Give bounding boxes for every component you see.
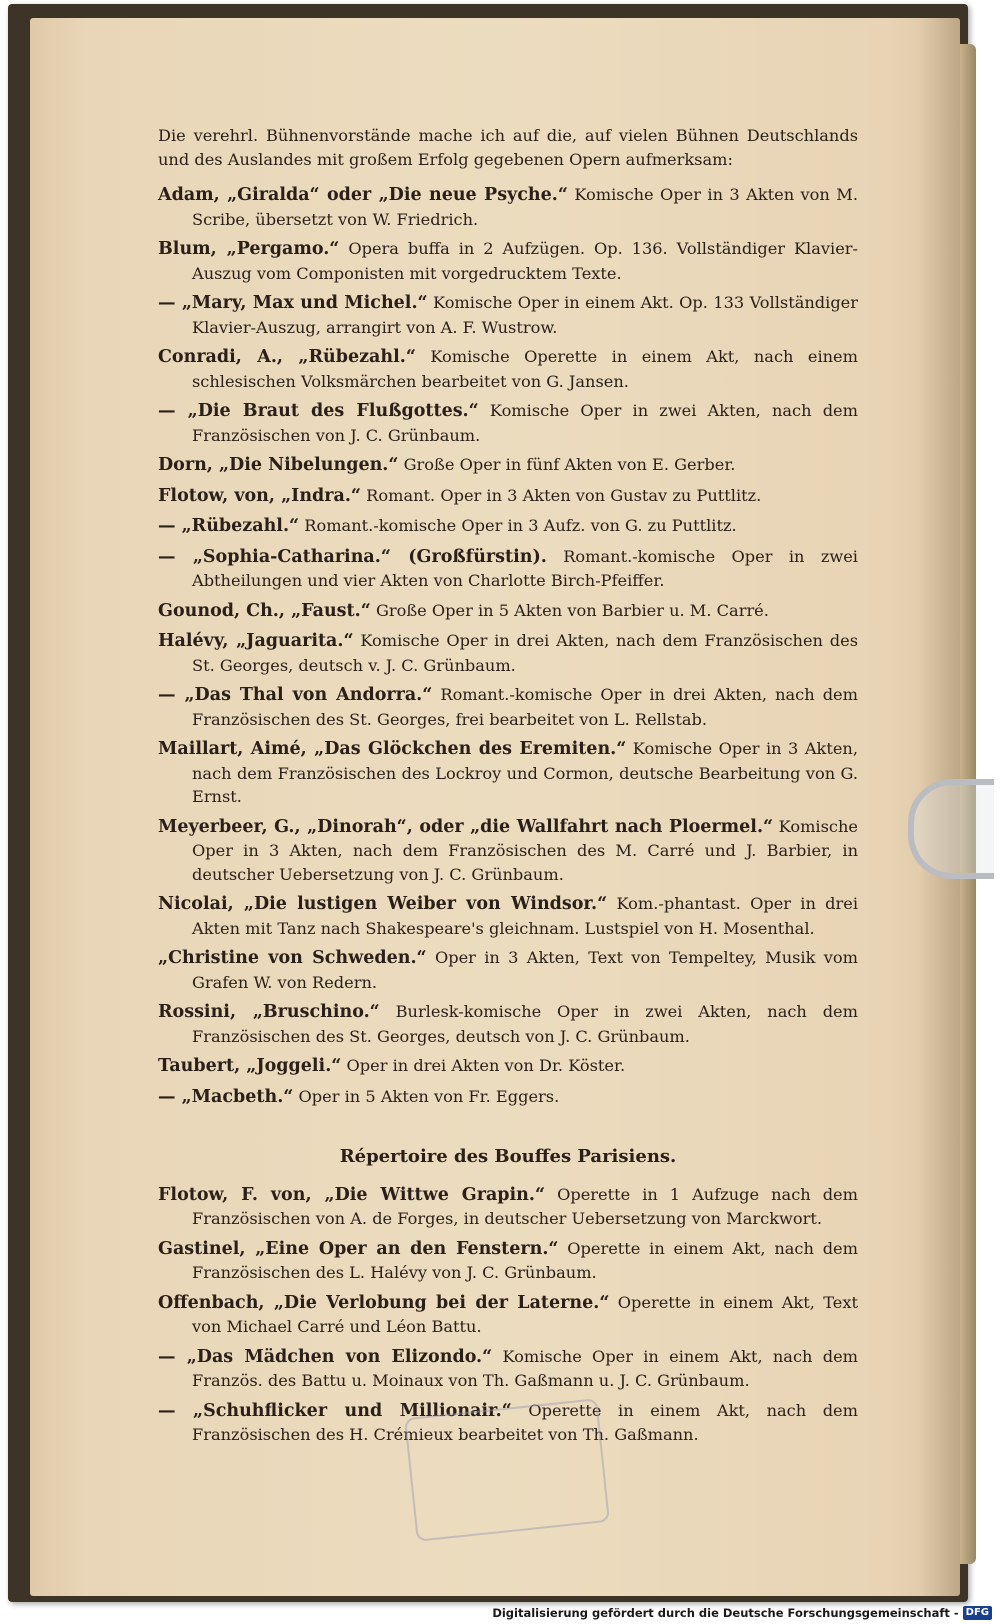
entry-title: — „Sophia-Catharina.“ (Großfürstin). — [158, 546, 547, 567]
entry-title: Blum, „Pergamo.“ — [158, 239, 340, 259]
entry-description: Komische Oper in drei Akten, nach dem Französischen des St. Georges, deutsch v. J. C. Grünbaum. — [192, 631, 858, 675]
entry-description: Romant.-komische Oper in drei Akten, nach dem Französischen des St. Georges, frei bearbeitet von L. Rellstab. — [192, 685, 858, 729]
operetta-entry — [158, 1345, 858, 1393]
entry-description: Oper in drei Akten von Dr. Köster. — [346, 1056, 626, 1075]
opera-entry — [158, 453, 858, 478]
entry-title: Adam, „Giralda“ oder „Die neue Psyche.“ — [158, 185, 568, 205]
opera-entry — [158, 892, 858, 940]
entry-title: — „Das Mädchen von Elizondo.“ — [158, 1346, 493, 1367]
entry-description: Burlesk-komische Oper in zwei Akten, nach dem Französischen des St. Georges, deutsch von J. C. Grünbaum. — [192, 1002, 858, 1046]
dfg-logo: DFG — [963, 1606, 992, 1620]
opera-entry — [158, 237, 858, 285]
opera-entry — [158, 815, 858, 887]
entry-title: Maillart, Aimé, „Das Glöckchen des Eremiten.“ — [158, 739, 627, 759]
entry-description: Opera buffa in 2 Aufzügen. Op. 136. Vollständiger Klavier-Auszug vom Componisten mit vorgedrucktem Texte. — [192, 239, 858, 283]
operetta-entry — [158, 1183, 858, 1231]
opera-entry — [158, 484, 858, 509]
footer-text: Digitalisierung gefördert durch die Deutsche Forschungsgemeinschaft - — [492, 1606, 959, 1620]
paper-clip — [908, 779, 994, 879]
entry-description: Operette in einem Akt, nach dem Französischen des H. Crémieux bearbeitet von Th. Gaßmann. — [192, 1400, 858, 1444]
library-stamp — [404, 1398, 610, 1542]
entry-title: Meyerbeer, G., „Dinorah“, oder „die Wallfahrt nach Ploermel.“ — [158, 816, 774, 837]
entry-title: Dorn, „Die Nibelungen.“ — [158, 455, 399, 475]
entry-title: Halévy, „Jaguarita.“ — [158, 631, 354, 651]
opera-entry — [158, 683, 858, 731]
scanned-document — [8, 4, 968, 1602]
opera-entry — [158, 291, 858, 339]
entry-description: Kom.-phantast. Oper in drei Akten mit Tanz nach Shakespeare's gleichnam. Lustspiel von H. Mosenthal. — [192, 894, 858, 938]
opera-entry — [158, 737, 858, 809]
entry-description: Operette in 1 Aufzuge nach dem Französischen von A. de Forges, in deutscher Uebersetzung von Marckwort. — [192, 1184, 858, 1228]
section-title: Répertoire des Bouffes Parisiens. — [339, 1146, 677, 1167]
operetta-entry — [158, 1237, 858, 1285]
entry-title: — „Das Thal von Andorra.“ — [158, 685, 433, 705]
entry-title: Gounod, Ch., „Faust.“ — [158, 600, 371, 621]
entry-description: Romant. Oper in 3 Akten von Gustav zu Puttlitz. — [366, 485, 762, 505]
entry-title: Rossini, „Bruschino.“ — [158, 1002, 380, 1022]
entry-title: — „Schuhflicker und Millionair.“ — [158, 1400, 512, 1421]
operetta-entry — [158, 1291, 858, 1339]
entry-description: Komische Oper in einem Akt, nach dem Französ. des Battu u. Moinaux von Th. Gaßmann u. J. C. Grünbaum. — [192, 1346, 858, 1390]
footer-credit — [492, 1604, 992, 1622]
entry-title: Nicolai, „Die lustigen Weiber von Windsor.“ — [158, 894, 608, 914]
entry-description: Oper in 5 Akten von Fr. Eggers. — [298, 1086, 560, 1106]
entry-title: Conradi, A., „Rübezahl.“ — [158, 347, 416, 367]
page-content — [158, 124, 858, 1453]
entry-title: Offenbach, „Die Verlobung bei der Laterne.“ — [158, 1292, 610, 1313]
opera-entry — [158, 183, 858, 231]
entry-title: Flotow, F. von, „Die Wittwe Grapin.“ — [158, 1184, 546, 1205]
entry-description: Komische Oper in 3 Akten, nach dem Französischen des M. Carré und J. Barbier, in deutscher Uebersetzung von J. C. Grünbaum. — [192, 816, 858, 884]
entry-title: Flotow, von, „Indra.“ — [158, 485, 362, 506]
entry-description: Romant.-komische Oper in zwei Abtheilungen und vier Akten von Charlotte Birch-Pfeiffer. — [192, 546, 858, 590]
entry-description: Operette in einem Akt, Text von Michael Carré und Léon Battu. — [192, 1292, 858, 1336]
entry-title: — „Mary, Max und Michel.“ — [158, 293, 428, 313]
opera-entry — [158, 946, 858, 994]
entry-description: Große Oper in fünf Akten von E. Gerber. — [403, 455, 736, 474]
entry-description: Oper in 3 Akten, Text von Tempeltey, Musik vom Grafen W. von Redern. — [192, 948, 858, 992]
opera-entry — [158, 399, 858, 447]
opera-entry — [158, 599, 858, 624]
opera-entry — [158, 1000, 858, 1048]
opera-entry — [158, 545, 858, 593]
entry-title: — „Die Braut des Flußgottes.“ — [158, 401, 479, 421]
entry-description: Komische Oper in zwei Akten, nach dem Französischen von J. C. Grünbaum. — [192, 401, 858, 445]
page — [30, 18, 960, 1596]
entry-title: — „Rübezahl.“ — [158, 516, 300, 536]
entry-description: Komische Oper in einem Akt. Op. 133 Vollständiger Klavier-Auszug, arrangirt von A. F. Wustrow. — [192, 293, 859, 337]
entry-description: Große Oper in 5 Akten von Barbier u. M. Carré. — [375, 600, 769, 620]
entry-title: Taubert, „Joggeli.“ — [158, 1056, 342, 1076]
entry-title: Gastinel, „Eine Oper an den Fenstern.“ — [158, 1238, 559, 1259]
entry-description: Komische Operette in einem Akt, nach einem schlesischen Volksmärchen bearbeitet von G. Jansen. — [192, 347, 858, 391]
opera-entry — [158, 1054, 858, 1079]
entry-description: Komische Oper in 3 Akten, nach dem Französischen des Lockroy und Cormon, deutsche Bearbeitung von G. Ernst. — [192, 739, 858, 806]
entry-title: — „Macbeth.“ — [158, 1086, 294, 1107]
opera-entry — [158, 514, 858, 539]
entry-description: Komische Oper in 3 Akten von M. Scribe, übersetzt von W. Friedrich. — [192, 185, 858, 229]
opera-entry — [158, 629, 858, 677]
entry-description: Operette in einem Akt, nach dem Französischen des L. Halévy von J. C. Grünbaum. — [192, 1238, 858, 1282]
intro-text: Die verehrl. Bühnenvorstände mache ich auf die, auf vielen Bühnen Deutschlands und des Auslandes mit großem Erfolg gegebenen Opern aufmerksam: — [158, 126, 858, 169]
entry-title: „Christine von Schweden.“ — [158, 948, 427, 968]
opera-entry — [158, 1085, 858, 1110]
entry-description: Romant.-komische Oper in 3 Aufz. von G. zu Puttlitz. — [304, 516, 737, 535]
opera-entry — [158, 345, 858, 393]
